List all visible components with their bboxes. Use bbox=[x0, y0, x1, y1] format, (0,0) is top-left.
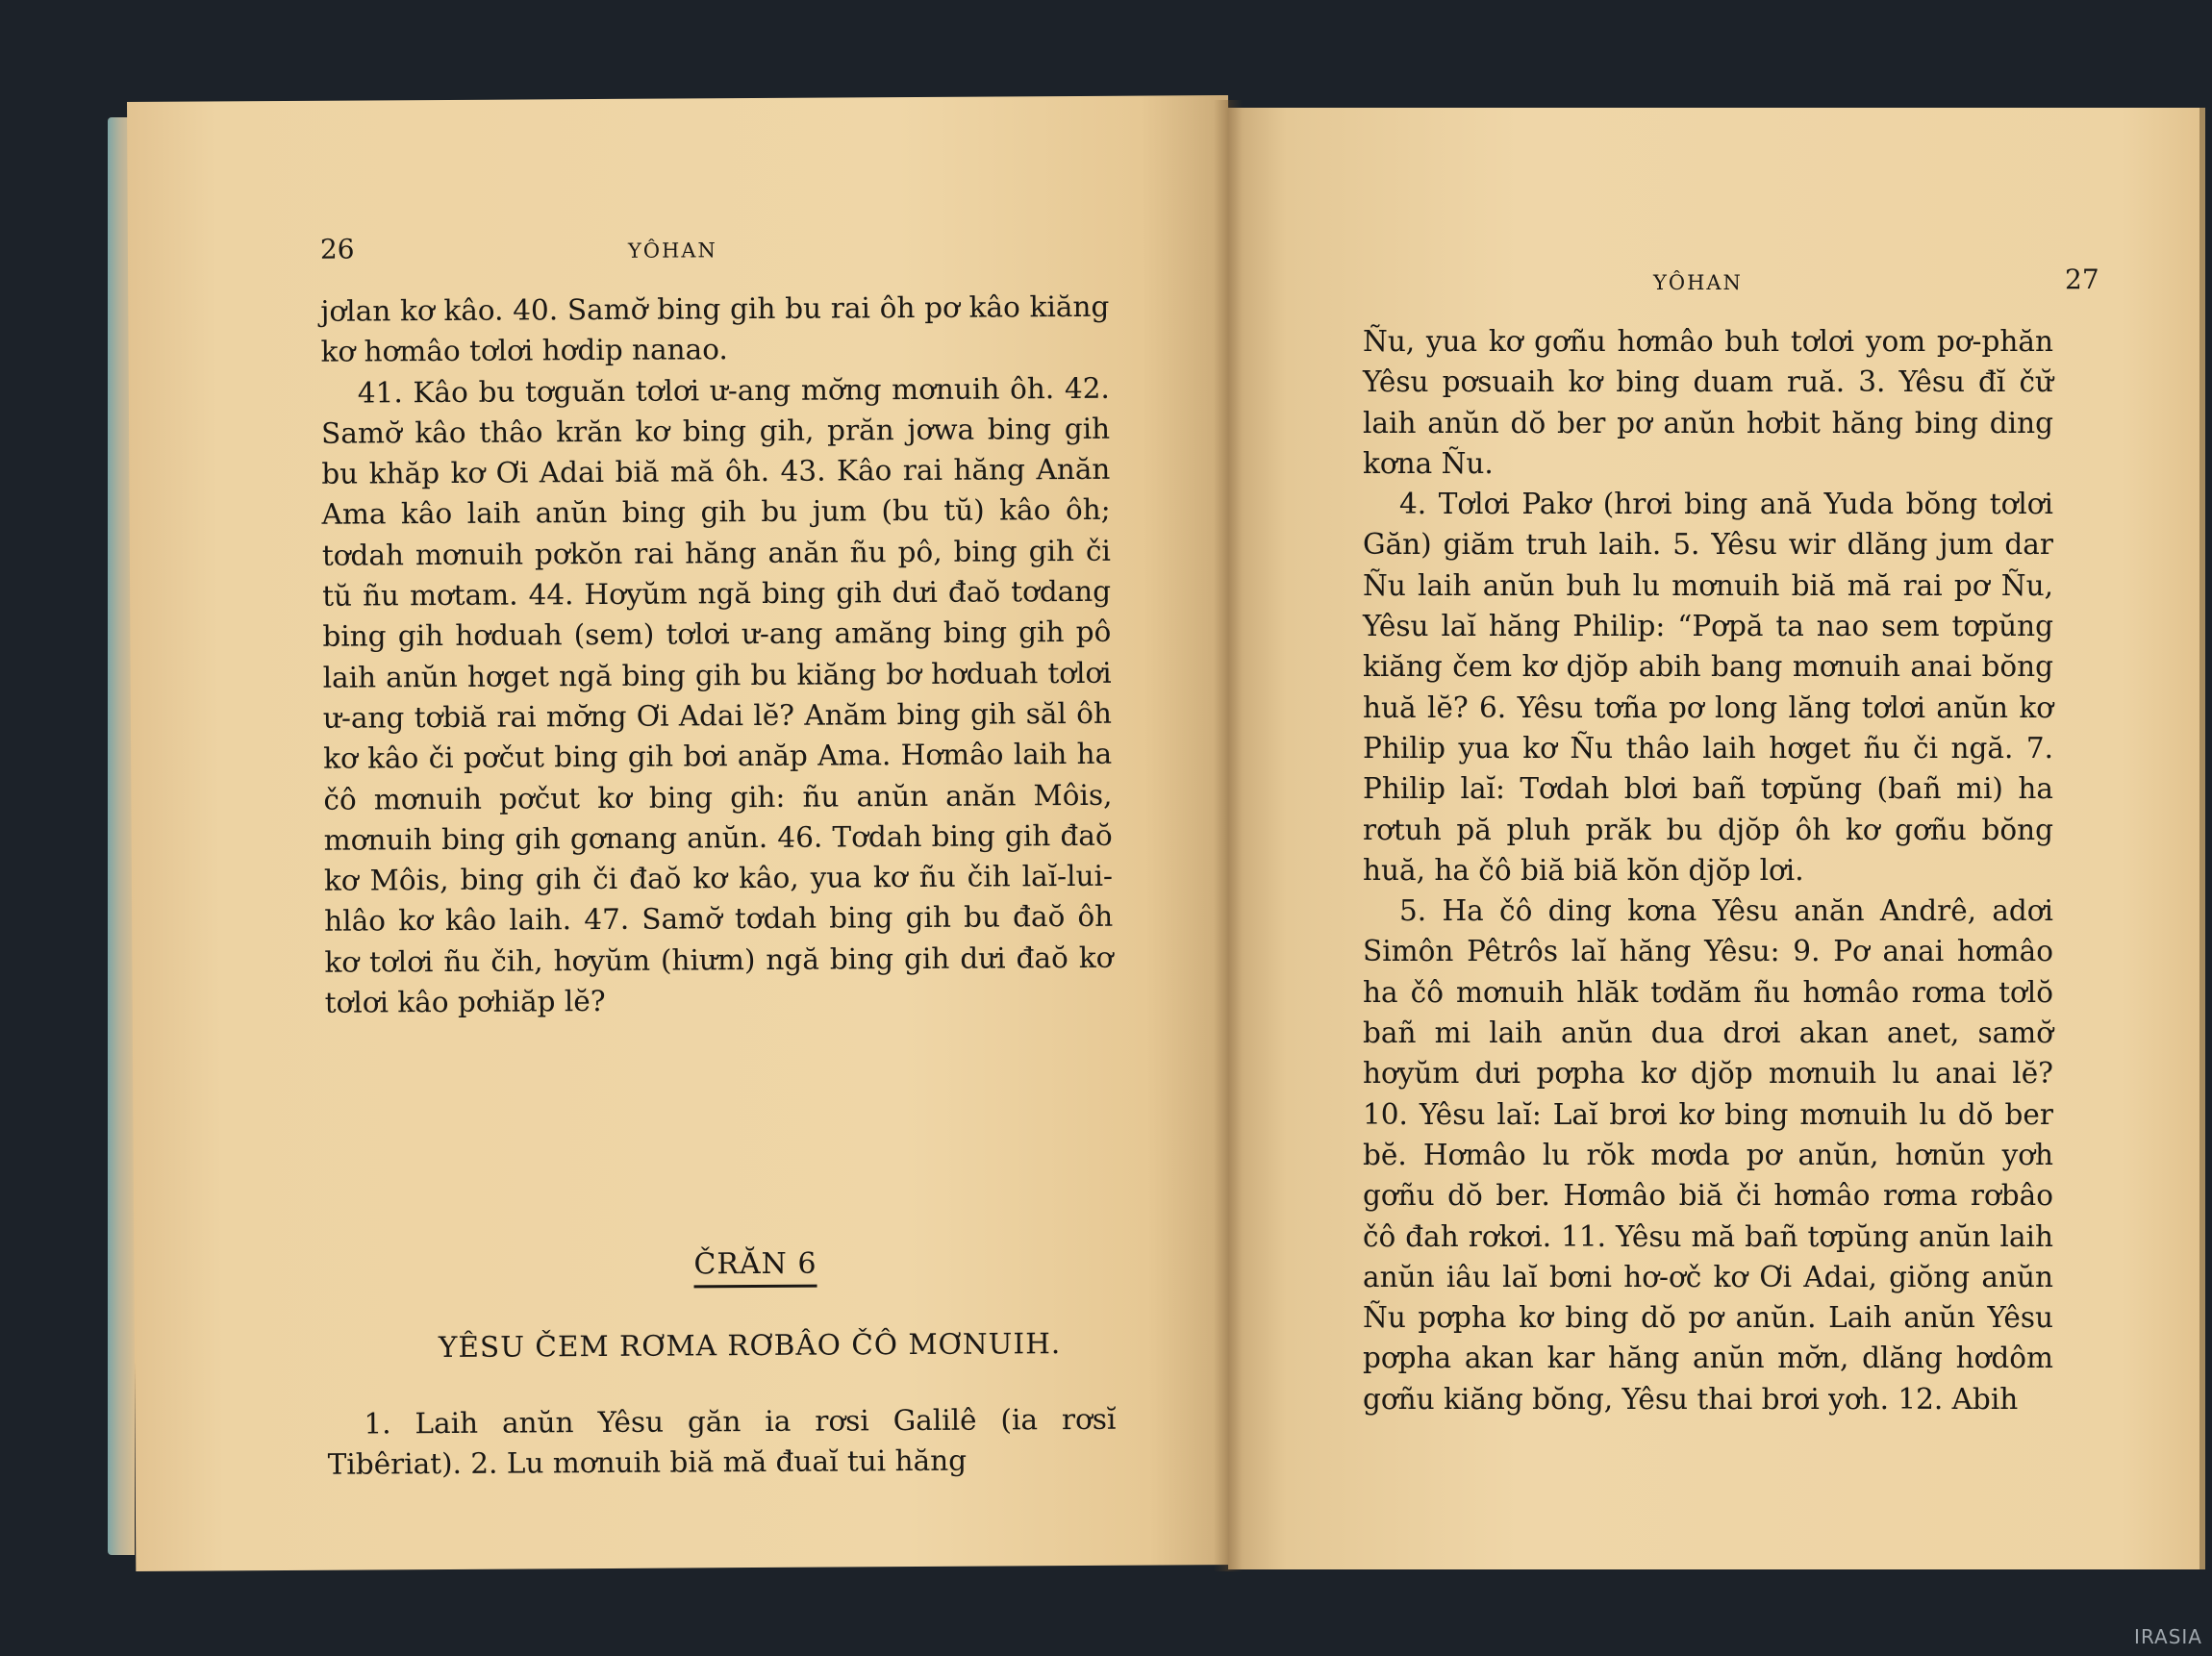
left-page-number: 26 bbox=[319, 233, 355, 265]
left-body-text bbox=[320, 287, 1114, 1023]
right-paragraph-2: 4. Tơlơi Pakơ (hrơi bing ană Yuda bŏng tơlơi Găn) giăm truh laih. 5. Yêsu wir dlăng jum dar Ñu laih anŭn buh lu mơnuih biă mă rai pơ Ñu, Yêsu laĭ hăng Philip: “Pơpă ta nao sem tơpŭng kiăng čem kơ djŏp abih bang mơnuih anai bŏng huă lĕ? 6. Yêsu tơña pơ long lăng tơlơi anŭn kơ Philip yua kơ Ñu thâo laih hơget ñu či ngă. 7. Philip laĭ: Tơdah blơi bañ tơpŭng (bañ mi) ha rơtuh pă pluh prăk bu djŏp ôh kơ gơñu bŏng huă, ha čô biă biă kŏn djŏp lơi. bbox=[1363, 488, 2053, 887]
left-running-head: YÔHAN bbox=[627, 238, 717, 263]
right-paragraph-1: Ñu, yua kơ gơñu hơmâo buh tơlơi yom pơ-phăn Yêsu pơsuaih kơ bing duam ruă. 3. Yêsu đĭ čư̆ laih anŭn dŏ ber pơ anŭn hơbit hăng bing ding kơna Ñu. bbox=[1363, 325, 2053, 480]
chapter-heading: ČRĂN 6 bbox=[693, 1247, 817, 1289]
left-chapter-text bbox=[327, 1399, 1117, 1486]
watermark-text: IRASIA bbox=[2134, 1625, 2202, 1648]
chapter-title: YÊSU ČEM RƠMA RƠBÂO ČÔ MƠNUIH. bbox=[438, 1327, 1062, 1365]
book-gutter bbox=[1214, 100, 1243, 1571]
right-paragraph-3: 5. Ha čô ding kơna Yêsu anăn Andrê, adơi Simôn Pêtrôs laĭ hăng Yêsu: 9. Pơ anai hơmâo ha čô mơnuih hlăk tơdăm ñu hơmâo rơma tơlŏ bañ mi laih anŭn dua drơi akan anet, samơ̆ hơyŭm dưi pơpha kơ djŏp mơnuih lu anai lĕ? 10. Yêsu laĭ: Laĭ brơi kơ bing mơnuih lu dŏ ber bĕ. Hơmâo lu rŏk mơda pơ anŭn, hơnŭn yơh gơñu dŏ ber. Hơmâo biă či hơmâo rơma rơbâo čô đah rơkơi. 11. Yêsu mă bañ tơpŭng anŭn laih anŭn iâu laĭ bơni hơ-ơč kơ Ơi Adai, giŏng anŭn Ñu pơpha kơ bing dŏ pơ anŭn. Laih anŭn Yêsu pơpha akan kar hăng anŭn mơ̆n, dlăng hơdôm gơñu kiăng bŏng, Yêsu thai brơi yơh. 12. Abih bbox=[1363, 894, 2053, 1416]
right-running-head: YÔHAN bbox=[1653, 271, 1743, 294]
right-page-number: 27 bbox=[2065, 263, 2099, 295]
left-paragraph-2: 41. Kâo bu tơguăn tơlơi ư-ang mơ̆ng mơnuih ôh. 42. Samơ̆ kâo thâo krăn kơ bing gih, prăn jơwa bing gih bu khăp kơ Ơi Adai biă mă ôh. 43. Kâo rai hăng Anăn Ama kâo laih anŭn bing gih bu jum (bu tŭ) kâo ôh; tơdah mơnuih pơkŏn rai hăng anăn ñu pô, bing gih či tŭ ñu mơtam. 44. Hơyŭm ngă bing gih dưi đaŏ tơdang bing gih hơduah (sem) tơlơi ư-ang amăng bing gih pô laih anŭn hơget ngă bing gih bu kiăng bơ hơduah tơlơi ư-ang tơbiă rai mơ̆ng Ơi Adai lĕ? Anăm bing gih săl ôh kơ kâo či pơčut bing gih bơi anăp Ama. Hơmâo laih ha čô mơnuih pơčut kơ bing gih: ñu anŭn anăn Môis, mơnuih bing gih gơnang anŭn. 46. Tơdah bing gih đaŏ kơ Môis, bing gih či đaŏ kơ kâo, yua kơ ñu čih laĭ-lui-hlâo kơ kâo laih. 47. Samơ̆ tơdah bing gih bu đaŏ ôh kơ tơlơi ñu čih, hơyŭm (hiưm) ngă bing gih dưi đaŏ kơ tơlơi kâo pơhiăp lĕ? bbox=[321, 371, 1114, 1019]
left-page bbox=[127, 95, 1237, 1571]
right-body-text bbox=[1363, 321, 2053, 1419]
left-chapter-paragraph: 1. Laih anŭn Yêsu găn ia rơsi Galilê (ia rơsĭ Tibêriat). 2. Lu mơnuih biă mă đuaĭ tui hăng bbox=[327, 1402, 1117, 1482]
open-book bbox=[108, 100, 2108, 1571]
right-page bbox=[1228, 108, 2205, 1569]
left-paragraph-1: jơlan kơ kâo. 40. Samơ̆ bing gih bu rai ôh pơ kâo kiăng kơ hơmâo tơlơi hơdip nanao. bbox=[320, 289, 1110, 369]
